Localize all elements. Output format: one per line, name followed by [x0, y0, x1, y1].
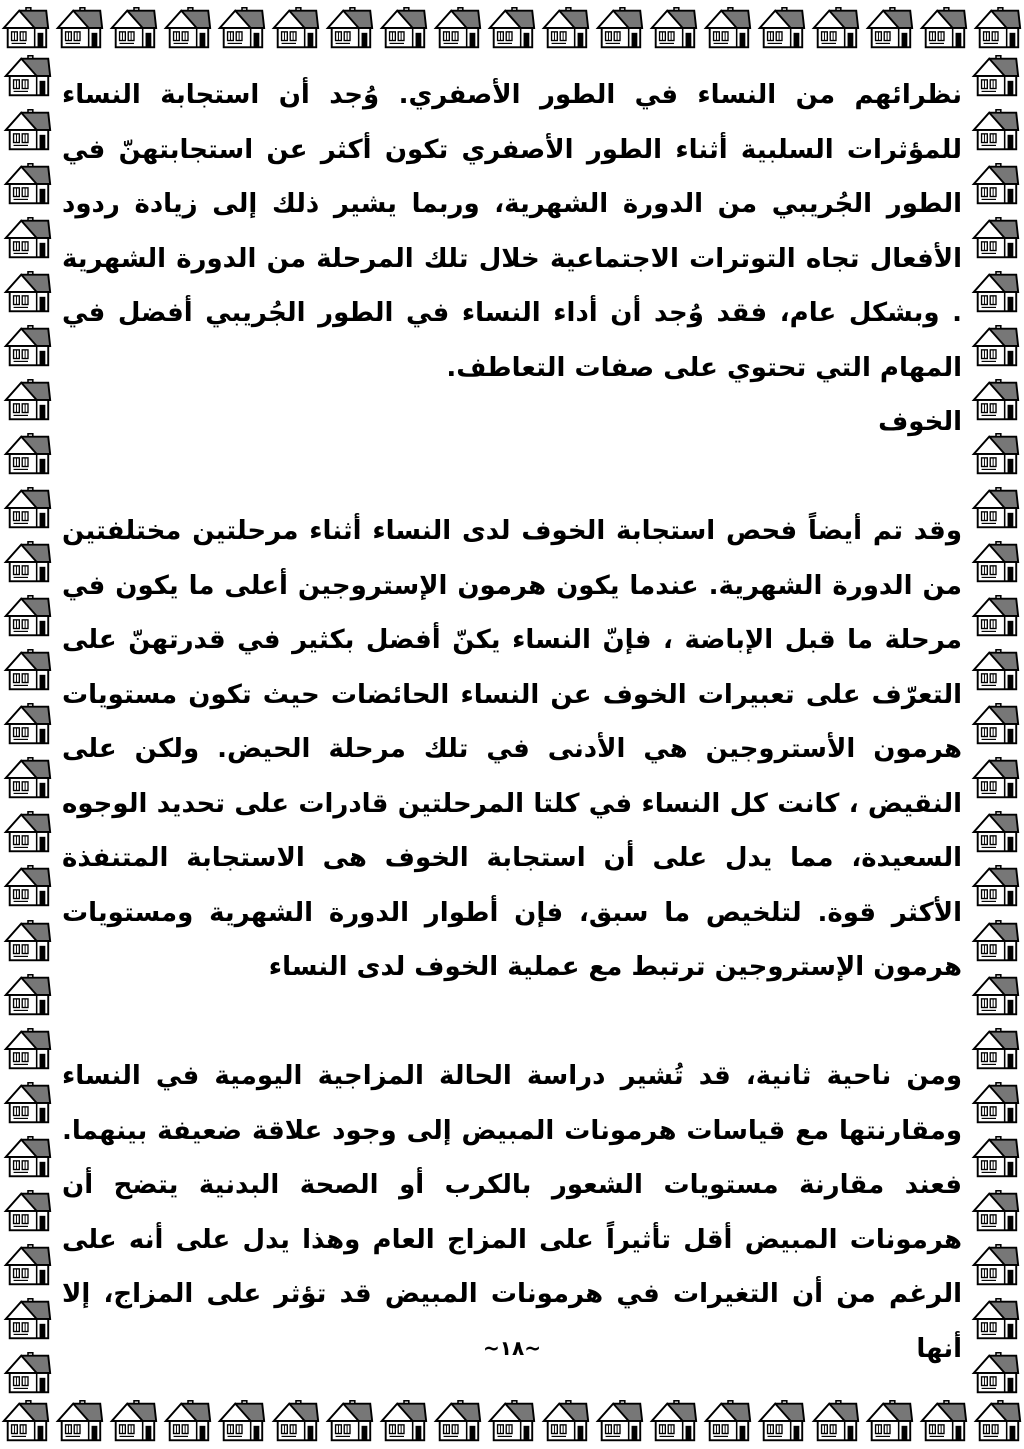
- house-icon: [216, 1397, 268, 1445]
- house-icon: [594, 1397, 646, 1445]
- house-icon: [2, 268, 54, 316]
- house-icon: [970, 1133, 1022, 1181]
- house-icon: [702, 4, 754, 52]
- house-icon: [378, 1397, 430, 1445]
- house-icon: [970, 1187, 1022, 1235]
- house-icon: [2, 917, 54, 965]
- house-icon: [2, 322, 54, 370]
- house-icon: [970, 754, 1022, 802]
- house-icon: [378, 4, 430, 52]
- house-icon: [2, 1187, 54, 1235]
- house-icon: [486, 1397, 538, 1445]
- house-icon: [970, 1079, 1022, 1127]
- house-icon: [918, 1397, 970, 1445]
- house-icon: [970, 592, 1022, 640]
- house-icon: [2, 1349, 54, 1397]
- house-icon: [970, 808, 1022, 856]
- house-icon: [54, 4, 106, 52]
- house-icon: [702, 1397, 754, 1445]
- house-icon: [972, 4, 1024, 52]
- house-icon: [2, 1079, 54, 1127]
- house-icon: [810, 1397, 862, 1445]
- house-icon: [810, 4, 862, 52]
- house-icon: [648, 1397, 700, 1445]
- house-icon: [970, 1241, 1022, 1289]
- house-icon: [2, 106, 54, 154]
- house-icon: [970, 917, 1022, 965]
- house-icon: [970, 484, 1022, 532]
- house-icon: [270, 4, 322, 52]
- house-icon: [432, 4, 484, 52]
- house-icon: [0, 1397, 52, 1445]
- text-body: [62, 68, 962, 1388]
- paragraph-3: ومن ناحية ثانية، قد تُشير دراسة الحالة المزاجية اليومية في النساء ومقارنتها مع قياسات هرمونات المبيض إلى وجود علاقة ضعيفة بينهما. فعند مقارنة مستويات الشعور بالكرب أو الصحة البدنية يتضح أن هرمونات المبيض أقل تأثيراً على المزاج العام وهذا يدل على أنه على الرغم من أن التغيرات في هرمونات المبيض قد تؤثر على المزاج، إلا أنها: [62, 1061, 962, 1364]
- house-icon: [2, 430, 54, 478]
- house-icon: [970, 430, 1022, 478]
- paragraph-1: نظرائهم من النساء في الطور الأصفري. وُجد أن استجابة النساء للمؤثرات السلبية أثناء الطور الأصفري تكون أكثر عن استجابتهنّ في الطور الجُريبي من الدورة الشهرية، وربما يشير ذلك إلى زيادة ردود الأفعال تجاه التوترات الاجتماعية خلال تلك المرحلة من الدورة الشهرية . وبشكل عام، فقد وُجد أن أداء النساء في الطور الجُريبي أفضل في المهام التي تحتوي على صفات التعاطف.: [62, 80, 962, 383]
- house-icon: [2, 214, 54, 262]
- house-icon: [540, 1397, 592, 1445]
- house-icon: [2, 862, 54, 910]
- house-icon: [2, 376, 54, 424]
- house-icon: [324, 4, 376, 52]
- house-icon: [970, 1295, 1022, 1343]
- border-right: [968, 52, 1024, 1397]
- section-heading: الخوف: [878, 407, 962, 437]
- house-icon: [970, 160, 1022, 208]
- house-icon: [2, 484, 54, 532]
- house-icon: [970, 700, 1022, 748]
- house-icon: [2, 646, 54, 694]
- house-icon: [970, 862, 1022, 910]
- house-icon: [594, 4, 646, 52]
- house-icon: [970, 376, 1022, 424]
- house-icon: [2, 754, 54, 802]
- house-icon: [970, 538, 1022, 586]
- house-icon: [970, 106, 1022, 154]
- house-icon: [2, 808, 54, 856]
- house-icon: [2, 52, 54, 100]
- blank-line: [62, 995, 962, 1050]
- house-icon: [486, 4, 538, 52]
- house-icon: [2, 700, 54, 748]
- house-icon: [756, 4, 808, 52]
- border-top: [0, 4, 1024, 52]
- house-icon: [432, 1397, 484, 1445]
- house-icon: [2, 538, 54, 586]
- border-bottom: [0, 1397, 1024, 1445]
- house-icon: [970, 322, 1022, 370]
- house-icon: [2, 1133, 54, 1181]
- house-icon: [2, 1025, 54, 1073]
- house-icon: [970, 971, 1022, 1019]
- house-icon: [54, 1397, 106, 1445]
- house-icon: [162, 1397, 214, 1445]
- house-icon: [2, 592, 54, 640]
- house-icon: [864, 4, 916, 52]
- page-number: ~١٨~: [483, 1336, 541, 1360]
- paragraph-2: وقد تم أيضاً فحص استجابة الخوف لدى النساء أثناء مرحلتين مختلفتين من الدورة الشهرية. عندما يكون هرمون الإستروجين أعلى ما يكون في مرحلة ما قبل الإباضة ، فإنّ النساء يكنّ أفضل بكثير في قدرتهنّ على التعرّف على تعبيرات الخوف عن النساء الحائضات حيث تكون مستويات هرمون الأستروجين هي الأدنى في تلك مرحلة الحيض. ولكن على النقيض ، كانت كل النساء في كلتا المرحلتين قادرات على تحديد الوجوه السعيدة، مما يدل على أن استجابة الخوف هى الاستجابة المتنفذة الأكثر قوة. لتلخيص ما سبق، فإن أطوار الدورة الشهرية ومستويات هرمون الإستروجين ترتبط مع عملية الخوف لدى النساء: [62, 516, 962, 982]
- house-icon: [2, 1295, 54, 1343]
- house-icon: [0, 4, 52, 52]
- house-icon: [970, 268, 1022, 316]
- house-icon: [2, 971, 54, 1019]
- house-icon: [2, 1241, 54, 1289]
- house-icon: [918, 4, 970, 52]
- house-icon: [864, 1397, 916, 1445]
- house-icon: [970, 1349, 1022, 1397]
- house-icon: [970, 1025, 1022, 1073]
- house-icon: [108, 4, 160, 52]
- house-icon: [108, 1397, 160, 1445]
- house-icon: [2, 160, 54, 208]
- house-icon: [972, 1397, 1024, 1445]
- house-icon: [540, 4, 592, 52]
- house-icon: [270, 1397, 322, 1445]
- house-icon: [970, 646, 1022, 694]
- house-icon: [216, 4, 268, 52]
- blank-line: [62, 450, 962, 505]
- house-icon: [324, 1397, 376, 1445]
- house-icon: [970, 214, 1022, 262]
- house-icon: [970, 52, 1022, 100]
- border-left: [0, 52, 56, 1397]
- house-icon: [756, 1397, 808, 1445]
- house-icon: [162, 4, 214, 52]
- house-icon: [648, 4, 700, 52]
